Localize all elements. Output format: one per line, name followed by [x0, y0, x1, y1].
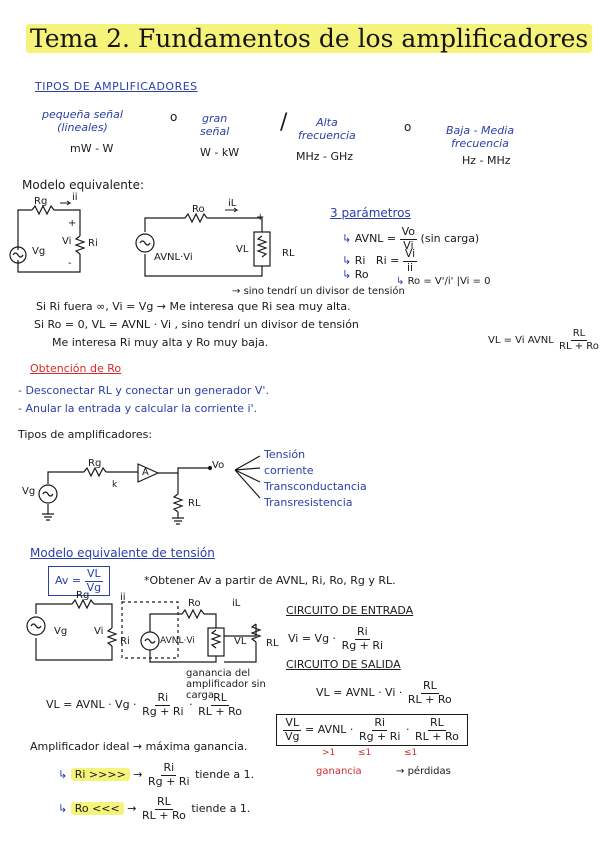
ganancia-note: ganancia del amplificador sin carga. — [186, 668, 266, 701]
param-ri: ↳ Ri Ri = $\frac{Vi}{ii}$ — [342, 247, 416, 274]
vl-divider-formula: VL = Vi AVNL $\frac{RL}{RL + Ro}$ — [488, 328, 599, 352]
tipo-alta-label: Alta frecuencia — [298, 116, 356, 142]
sep-slash: / — [280, 110, 288, 135]
tipo-baja-range: Hz - MHz — [462, 154, 511, 167]
ideal-heading: Amplificador ideal → máxima ganancia. — [30, 740, 248, 753]
vl-full-formula: VL = AVNL · Vg · $\frac{Ri}{Rg + Ri}$ · $\frac{RL}{RL + Ro}$ — [46, 691, 242, 718]
parametros-heading: 3 parámetros — [330, 206, 411, 220]
param-avnl-frac: $\frac{Vo}{Vi}$ — [401, 225, 416, 252]
t2-vg-label: Vg — [22, 486, 36, 497]
obtain-av-note: *Obtener Av a partir de AVNL, Ri, Ro, Rg y RL. — [144, 574, 396, 587]
page-title: Tema 2. Fundamentos de los amplificadores — [26, 24, 592, 53]
in-minus-label: - — [68, 258, 72, 269]
modelo-line2: Si Ro = 0, VL = AVNL · Vi , sino tendrí un divisor de tensión — [34, 318, 359, 331]
in-ii-label: ii — [72, 192, 78, 203]
param-ro-note: ↳ Ro = V'/i' |Vi = 0 — [396, 276, 491, 287]
boxed-formula: $\frac{VL}{Vg}$ = AVNL · $\frac{Ri}{Rg + Ri}$ · $\frac{RL}{RL + Ro}$ — [276, 714, 468, 746]
in-rg-label: Rg — [34, 196, 48, 207]
tc-il-label: iL — [232, 598, 241, 609]
obtencion-item-2: - Anular la entrada y calcular la corriente i'. — [18, 402, 258, 415]
out-vl-label: VL — [236, 244, 249, 255]
perdidas-label: → pérdidas — [396, 766, 451, 777]
tipo-gran-label: gran señal — [200, 112, 230, 138]
ri-tag: Ri >>>> — [71, 768, 130, 781]
ro-tag: Ro <<< — [71, 802, 124, 815]
tc-ri-label: Ri — [120, 636, 130, 647]
tc-vg-label: Vg — [54, 626, 68, 637]
mark-le1-b: ≤1 — [404, 748, 418, 758]
tipo-baja-label: Baja - Media frecuencia — [446, 124, 515, 150]
in-vg-label: Vg — [32, 246, 46, 257]
t2-k-label: k — [112, 480, 118, 490]
obtencion-item-1: - Desconectar RL y conectar un generador V'. — [18, 384, 269, 397]
tc-vi-label: Vi — [94, 626, 104, 637]
t2-rg-label: Rg — [88, 458, 102, 469]
tipo-pequena-range: mW - W — [70, 142, 114, 155]
modelo-line1: Si Ri fuera ∞, Vi = Vg → Me interesa que Ri sea muy alta. — [36, 300, 351, 313]
tc-rl-label: RL — [266, 638, 279, 649]
sep-o-1: o — [170, 110, 178, 124]
branch-transresistencia: Transresistencia — [264, 496, 353, 509]
salida-formula: VL = AVNL · Vi · $\frac{RL}{RL + Ro}$ — [316, 679, 452, 706]
mark-gt1: >1 — [322, 748, 336, 758]
av-box: Av = $\frac{VL}{Vg}$ — [48, 566, 110, 596]
in-plus-label: + — [68, 218, 77, 229]
ganancia-label: ganancia — [316, 766, 362, 777]
in-vi-label: Vi — [62, 236, 72, 247]
out-rl-label: RL — [282, 248, 295, 259]
modelo-heading: Modelo equivalente: — [22, 178, 145, 192]
tc-ro-label: Ro — [188, 598, 201, 609]
tipos2-heading: Tipos de amplificadores: — [18, 428, 153, 441]
tipo-pequena-label: pequeña señal (lineales) — [42, 108, 123, 134]
tension-heading: Modelo equivalente de tensión — [30, 546, 215, 560]
out-il-label: iL — [228, 198, 237, 209]
t2-a-label: A — [142, 467, 149, 478]
param-avnl: ↳ AVNL = $\frac{Vo}{Vi}$ (sin carga) — [342, 225, 480, 252]
tc-avnl-label: AVNL·Vi — [160, 636, 195, 646]
entrada-formula: Vi = Vg · $\frac{Ri}{Rg + Ri}$ — [288, 625, 384, 652]
tc-ii-label: ii — [120, 592, 126, 603]
divisor-note: → sino tendrí un divisor de tensión — [232, 286, 405, 297]
t2-rl-label: RL — [188, 498, 201, 509]
out-avnl-label: AVNL·Vi — [154, 252, 193, 263]
tipo-gran-range: W - kW — [200, 146, 240, 159]
out-plus-label: + — [256, 212, 265, 223]
t2-vo-label: Vo — [212, 460, 225, 471]
out-ro-label: Ro — [192, 204, 205, 215]
tipo-alta-range: MHz - GHz — [296, 150, 354, 163]
tc-rg-label: Rg — [76, 590, 90, 601]
ideal-ri-row: ↳ Ri >>>> → $\frac{Ri}{Rg + Ri}$ tiende a 1. — [58, 761, 255, 788]
param-avnl-eq: AVNL = — [354, 232, 397, 246]
mark-le1-a: ≤1 — [358, 748, 372, 758]
obtencion-heading: Obtención de Ro — [30, 362, 122, 375]
branch-tension: Tensión — [264, 448, 306, 461]
tipos-heading: TIPOS DE AMPLIFICADORES — [35, 80, 198, 93]
tc-vl-label: VL — [234, 636, 247, 647]
sep-o-2: o — [404, 120, 412, 134]
in-ri-label: Ri — [88, 238, 98, 249]
entrada-heading: CIRCUITO DE ENTRADA — [286, 604, 414, 617]
branch-transconductancia: Transconductancia — [264, 480, 367, 493]
branch-corriente: corriente — [264, 464, 314, 477]
ideal-ro-row: ↳ Ro <<< → $\frac{RL}{RL + Ro}$ tiende a 1. — [58, 795, 251, 822]
modelo-line3: Me interesa Ri muy alta y Ro muy baja. — [52, 336, 269, 349]
salida-heading: CIRCUITO DE SALIDA — [286, 658, 401, 671]
param-ro: ↳ Ro — [342, 268, 369, 281]
